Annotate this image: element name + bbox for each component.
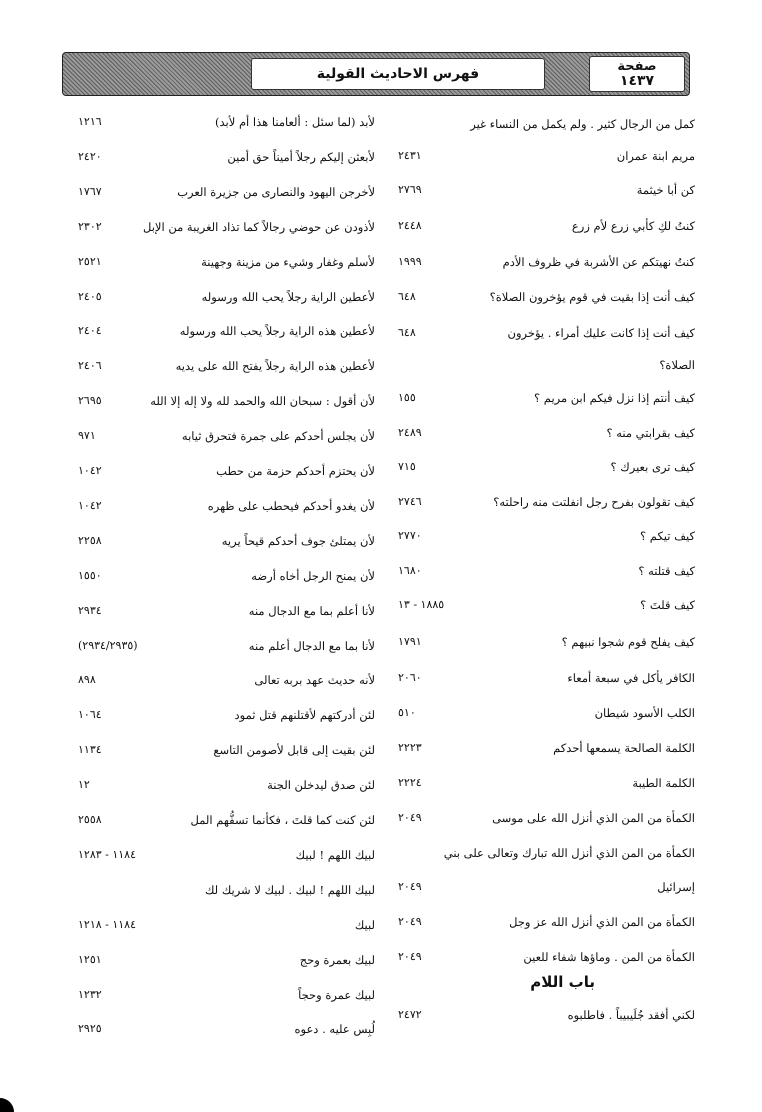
entry-reference-number: ١١٨٤ - ١٢١٨ — [78, 918, 136, 931]
index-entry — [70, 250, 375, 274]
entry-reference-number: ١١٣٤ — [78, 743, 102, 756]
entry-text: كيف قتلته ؟ — [638, 564, 695, 578]
entry-text: لأن يجلس أحدكم على جمرة فتحرق ثيابه — [181, 429, 375, 443]
entry-reference-number: ٧١٥ — [398, 460, 416, 473]
index-entry — [390, 945, 695, 969]
entry-text: الكلمة الصالحة يسمعها أحدكم — [553, 741, 695, 755]
index-entry — [70, 599, 375, 623]
entry-text: كيف ترى بعيرك ؟ — [610, 460, 695, 474]
entry-reference-number: ١٢٥١ — [78, 953, 102, 966]
index-entry — [70, 808, 375, 832]
entry-reference-number: ٢٠٤٩ — [398, 950, 422, 963]
entry-text: لبيك عمرة وحجاً — [298, 988, 375, 1002]
index-entry — [70, 110, 375, 134]
entry-text: كيف بقرابتي منه ؟ — [606, 426, 695, 440]
entry-reference-number: ٢٤٠٦ — [78, 359, 102, 372]
entry-text: لأعطين هذه الراية رجلاً يحب الله ورسوله — [179, 324, 375, 338]
entry-text: لكني أفقد جُلَيبيباً . فاطلبوه — [567, 1008, 695, 1022]
entry-reference-number: ١٩٩٩ — [398, 255, 422, 268]
index-entry — [390, 524, 695, 548]
index-entry — [70, 983, 375, 1007]
entry-text: لأن يمتلئ جوف أحدكم قيحاً يريه — [221, 534, 375, 548]
scan-corner-mark — [0, 1098, 14, 1112]
entry-reference-number: ١٠٦٤ — [78, 708, 102, 721]
entry-text: لئن كنت كما قلتَ ، فكأنما تسفُّهم المل — [190, 813, 375, 827]
index-entry — [70, 948, 375, 972]
entry-reference-number: ٢٧٧٠ — [398, 529, 422, 542]
entry-text: كن أبا خيثمة — [636, 183, 695, 197]
page-number: ١٤٣٧ — [619, 73, 655, 89]
entry-reference-number: ٢٠٤٩ — [398, 811, 422, 824]
entry-reference-number: ١٢٣٢ — [78, 988, 102, 1001]
section-heading: باب اللام — [530, 973, 595, 991]
index-entry — [390, 593, 695, 617]
entry-text: لأنا أعلم بما مع الدجال منه — [248, 604, 375, 618]
entry-text: لئن صدق ليدخلن الجنة — [267, 778, 375, 792]
page-label: صفحة — [617, 59, 657, 74]
entry-text: كيف أنتم إذا نزل فيكم ابن مريم ؟ — [534, 391, 695, 405]
entry-text: كيف أنت إذا بقيت في قوم يؤخرون الصلاة؟ — [489, 290, 695, 304]
entry-text: الكمأة من المن الذي أنزل الله على موسى — [492, 811, 695, 825]
page-number-box — [589, 56, 685, 92]
entry-text: مريم ابنة عمران — [616, 149, 695, 163]
entry-reference-number: ٢٤٠٤ — [78, 324, 102, 337]
entry-text: لبيك اللهم ! لبيك — [295, 848, 375, 862]
entry-reference-number: ٢٥٢١ — [78, 255, 102, 268]
index-entry — [70, 389, 375, 413]
entry-text: الصلاة؟ — [659, 358, 695, 372]
index-entry — [70, 215, 375, 239]
page-header — [62, 52, 690, 96]
index-entry — [70, 529, 375, 553]
entry-reference-number: ٢٤٧٢ — [398, 1008, 422, 1021]
entry-text: لأن أقول : سبحان الله والحمد لله ولا إله إلا الله — [150, 394, 375, 408]
entry-text: لأعطين الراية رجلاً يحب الله ورسوله — [201, 290, 375, 304]
entry-reference-number: ٢٢٢٣ — [398, 741, 422, 754]
entry-text: لأن يمنح الرجل أخاه أرضه — [251, 569, 375, 583]
entry-text: لأن يغدو أحدكم فيحطب على ظهره — [207, 499, 375, 513]
entry-text: لأنه حديث عهد بربه تعالى — [254, 673, 375, 687]
index-entry — [70, 145, 375, 169]
entry-text: لأسلم وغفار وشيء من مزينة وجهينة — [201, 255, 375, 269]
entry-text: لأنا بما مع الدجال أعلم منه — [248, 639, 375, 653]
entry-reference-number: ١٦٨٠ — [398, 564, 422, 577]
index-entry — [390, 455, 695, 479]
entry-text: كيف تقولون بفرح رجل انفلتت منه راحلته؟ — [493, 495, 695, 509]
entry-reference-number: ٢٧٦٩ — [398, 183, 422, 196]
index-entry — [70, 1017, 375, 1041]
entry-text: لأعطين هذه الراية رجلاً يفتح الله على يديه — [175, 359, 375, 373]
entry-reference-number: ٢٢٥٨ — [78, 534, 102, 547]
entry-reference-number: ١٠٤٢ — [78, 464, 102, 477]
entry-text: لئن بقيت إلى قابل لأصومن التاسع — [213, 743, 375, 757]
entry-reference-number: ١٨٨٥ - ١٣ — [398, 598, 445, 611]
entry-text: الكمأة من المن . وماؤها شفاء للعين — [523, 950, 695, 964]
entry-text: الكمأة من المن الذي أنزل الله عز وجل — [509, 915, 695, 929]
entry-text: لبيك اللهم ! لبيك . لبيك لا شريك لك — [204, 883, 375, 897]
entry-text: الكلب الأسود شيطان — [594, 706, 695, 720]
index-entry — [390, 875, 695, 899]
entry-text: إسرائيل — [657, 880, 695, 894]
index-entry — [390, 736, 695, 760]
index-entry — [390, 841, 695, 865]
index-entry — [70, 634, 375, 658]
entry-text: لبيك بعمرة وحج — [299, 953, 375, 967]
entry-reference-number: ١٢ — [78, 778, 90, 791]
entry-text: الكلمة الطيبة — [632, 776, 695, 790]
index-entry — [390, 806, 695, 830]
index-entry — [70, 494, 375, 518]
entry-reference-number: ١٥٥٠ — [78, 569, 102, 582]
index-entry — [390, 321, 695, 345]
index-entry — [390, 666, 695, 690]
index-entry — [390, 353, 695, 377]
entry-text: كيف قلتَ ؟ — [640, 598, 695, 612]
entry-reference-number: ٢٤٣١ — [398, 149, 422, 162]
index-entry — [70, 424, 375, 448]
index-entry — [70, 703, 375, 727]
entry-text: الكافر يأكل في سبعة أمعاء — [567, 671, 695, 685]
entry-text: لأبد (لما سئل : ألعامنا هذا أم لأبد) — [215, 115, 375, 129]
index-entry — [70, 354, 375, 378]
entry-reference-number: ٥١٠ — [398, 706, 416, 719]
index-entry — [390, 214, 695, 238]
index-title: فهرس الاحاديث القولية — [316, 66, 480, 82]
index-entry — [390, 490, 695, 514]
entry-reference-number: ٦٤٨ — [398, 290, 416, 303]
index-entry — [70, 564, 375, 588]
entry-reference-number: ٢٠٤٩ — [398, 880, 422, 893]
entry-text: لأخرجن اليهود والنصارى من جزيرة العرب — [177, 185, 375, 199]
index-entry — [390, 771, 695, 795]
entry-reference-number: ٢٤٢٠ — [78, 150, 102, 163]
entry-reference-number: ٢٥٥٨ — [78, 813, 102, 826]
index-entry — [390, 1003, 695, 1027]
entry-text: كيف أنت إذا كانت عليك أمراء . يؤخرون — [507, 326, 695, 340]
index-entry — [390, 250, 695, 274]
index-entry — [70, 843, 375, 867]
index-entry — [70, 668, 375, 692]
entry-reference-number: ٢٤٤٨ — [398, 219, 422, 232]
entry-text: كنتُ لكِ كأبي زرع لأم زرع — [571, 219, 695, 233]
index-entry — [70, 773, 375, 797]
entry-text: كيف يفلح قوم شجوا نبيهم ؟ — [561, 635, 695, 649]
entry-reference-number: ٢٠٦٠ — [398, 671, 422, 684]
entry-text: لأذودن عن حوضي رجالاً كما تذاد الغريبة من الإبل — [143, 220, 375, 234]
index-entry — [390, 910, 695, 934]
entry-reference-number: ٢٧٤٦ — [398, 495, 422, 508]
entry-reference-number: ٢٢٢٤ — [398, 776, 422, 789]
index-entry — [70, 285, 375, 309]
entry-reference-number: ٢٤٠٥ — [78, 290, 102, 303]
entry-reference-number: ١١٨٤ - ١٢٨٣ — [78, 848, 136, 861]
index-entry — [390, 112, 695, 136]
index-entry — [390, 144, 695, 168]
index-entry — [390, 559, 695, 583]
entry-reference-number: ١٧٦٧ — [78, 185, 102, 198]
entry-text: كيف تيكم ؟ — [640, 529, 695, 543]
entry-text: الكمأة من المن الذي أنزل الله تبارك وتعالى على بني — [443, 846, 695, 860]
entry-reference-number: ٢٠٤٩ — [398, 915, 422, 928]
entry-text: كنتُ نهيتكم عن الأشربة في ظروف الأدم — [502, 255, 695, 269]
index-entry — [390, 386, 695, 410]
entry-reference-number: ١٥٥ — [398, 391, 416, 404]
entry-reference-number: ٢٩٢٥ — [78, 1022, 102, 1035]
entry-reference-number: ٢٤٨٩ — [398, 426, 422, 439]
entry-text: كمل من الرجال كثير . ولم يكمل من النساء غير — [470, 117, 695, 131]
index-entry — [70, 738, 375, 762]
index-entry — [70, 180, 375, 204]
index-entry — [390, 701, 695, 725]
entry-text: لئن أدركتهم لأقتلنهم قتل ثمود — [234, 708, 375, 722]
index-entry — [70, 459, 375, 483]
entry-reference-number: ٢٦٩٥ — [78, 394, 102, 407]
entry-text: لأبعثن إليكم رجلاً أميناً حق أمين — [227, 150, 375, 164]
entry-reference-number: ١٧٩١ — [398, 635, 422, 648]
entry-reference-number: ١٠٤٢ — [78, 499, 102, 512]
index-entry — [390, 285, 695, 309]
index-entry — [70, 319, 375, 343]
entry-text: لأن يحتزم أحدكم حزمة من حطب — [216, 464, 375, 478]
index-entry — [70, 913, 375, 937]
index-entry — [70, 878, 375, 902]
entry-reference-number: ٩٧١ — [78, 429, 96, 442]
index-entry — [390, 630, 695, 654]
entry-reference-number: ٨٩٨ — [78, 673, 96, 686]
entry-reference-number: ١٢١٦ — [78, 115, 102, 128]
header-title-box — [251, 58, 545, 90]
entry-reference-number: ٢٣٠٢ — [78, 220, 102, 233]
entry-text: لُبِس عليه . دعوه — [294, 1022, 375, 1036]
entry-reference-number: ٢٩٣٤ — [78, 604, 102, 617]
entry-reference-number: (٢٩٣٤/٢٩٣٥) — [78, 639, 138, 652]
index-entry — [390, 421, 695, 445]
entry-text: لبيك — [354, 918, 375, 932]
index-entry — [390, 178, 695, 202]
entry-reference-number: ٦٤٨ — [398, 326, 416, 339]
